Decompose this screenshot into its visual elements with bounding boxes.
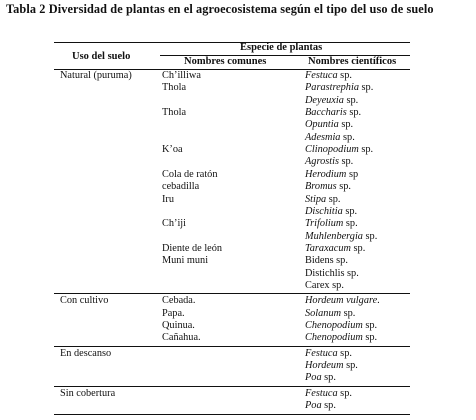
common-name-cell: Cañahua. (162, 332, 201, 344)
scientific-suffix: sp. (337, 70, 352, 81)
scientific-genus: Baccharis (305, 107, 347, 119)
scientific-suffix: sp. (336, 181, 351, 193)
scientific-name-cell (305, 206, 357, 218)
common-name-cell: Diente de león (162, 242, 223, 254)
scientific-genus: Chenopodium (305, 320, 363, 331)
scientific-name-cell (305, 132, 355, 144)
scientific-genus: Parastrephia (305, 82, 359, 94)
common-name-cell: Muni muni (162, 255, 209, 267)
scientific-suffix: sp. (337, 387, 352, 399)
scientific-suffix: sp. (350, 242, 366, 254)
scientific-name-cell (305, 181, 351, 193)
scientific-suffix: sp. (362, 320, 378, 331)
scientific-genus: Solanum (305, 307, 342, 319)
scientific-suffix: sp. (338, 119, 354, 131)
scientific-name-cell (305, 388, 352, 400)
common-name-cell: Thola (162, 82, 187, 94)
table-bottom-rule (54, 414, 410, 415)
scientific-genus: Hordeum vulgare (305, 295, 378, 307)
scientific-genus: Muhlenbergia (305, 230, 363, 242)
common-name-cell: Ch’illiwa (162, 70, 201, 81)
scientific-name-cell (305, 107, 361, 119)
scientific-suffix: Carex sp. (305, 279, 344, 291)
scientific-suffix: sp. (362, 332, 378, 344)
scientific-name-cell (305, 194, 340, 206)
scientific-genus: Agrostis (305, 156, 339, 168)
scientific-genus: Hordeum (305, 360, 344, 372)
scientific-genus: Dischitia (305, 205, 343, 217)
scientific-genus: Taraxacum (305, 242, 351, 254)
scientific-name-cell (305, 280, 344, 292)
scientific-name-cell (305, 231, 377, 243)
scientific-suffix: sp. (340, 131, 355, 143)
scientific-suffix: sp. (321, 400, 336, 412)
scientific-name-cell (305, 295, 380, 307)
scientific-suffix: sp. (337, 347, 352, 359)
scientific-suffix: sp. (358, 82, 374, 94)
scientific-name-cell (305, 119, 353, 131)
common-name-cell: Ch’iji (162, 218, 187, 230)
scientific-name-cell (305, 255, 348, 267)
header-common-names: Nombres comunes (184, 56, 267, 67)
common-name-cell: Papa. (162, 307, 185, 319)
header-species-group: Especie de plantas (240, 42, 323, 53)
scientific-genus: Poa (305, 372, 322, 384)
table-top-rule (54, 42, 410, 43)
scientific-genus: Herodium (305, 168, 347, 180)
common-name-cell: K’oa (162, 144, 183, 156)
scientific-suffix: . (377, 295, 380, 307)
land-use-cell: Natural (puruma) (60, 70, 132, 81)
table-caption: Tabla 2 Diversidad de plantas en el agroecosistema según el tipo del uso de suelo (6, 2, 434, 16)
scientific-suffix: sp. (321, 372, 336, 384)
scientific-suffix: sp (346, 168, 359, 180)
scientific-suffix: sp. (343, 94, 359, 106)
scientific-genus: Trifolium (305, 218, 344, 230)
scientific-genus: Deyeuxia (305, 94, 344, 106)
scientific-name-cell (305, 372, 336, 384)
scientific-name-cell (305, 360, 358, 372)
scientific-name-cell (305, 332, 377, 344)
scientific-name-cell (305, 70, 352, 82)
common-name-cell: Quinua. (162, 320, 195, 331)
scientific-name-cell (305, 243, 365, 255)
scientific-suffix: sp. (338, 156, 354, 168)
common-name-cell: Cola de ratón (162, 168, 218, 180)
scientific-genus: Festuca (305, 70, 338, 81)
scientific-genus: Adesmia (305, 131, 341, 143)
scientific-name-cell (305, 144, 373, 156)
scientific-name-cell (305, 308, 355, 320)
group-separator-rule (54, 293, 410, 294)
scientific-name-cell (305, 218, 358, 230)
scientific-name-cell (305, 169, 358, 181)
scientific-suffix: sp. (343, 218, 358, 230)
common-name-cell: Thola (162, 107, 187, 119)
group-separator-rule (54, 386, 410, 387)
scientific-suffix: sp. (326, 193, 341, 205)
scientific-genus: Bromus (305, 181, 337, 193)
header-land-use: Uso del suelo (72, 51, 131, 62)
scientific-genus: Opuntia (305, 119, 339, 131)
common-name-cell: Cebada. (162, 295, 196, 307)
group-separator-rule (54, 346, 410, 347)
scientific-suffix: sp. (346, 107, 362, 119)
scientific-genus: Clinopodium (305, 144, 359, 156)
scientific-name-cell (305, 268, 359, 280)
scientific-suffix: sp. (343, 360, 358, 372)
scientific-name-cell (305, 348, 352, 360)
scientific-genus: Chenopodium (305, 332, 363, 344)
common-name-cell: Iru (162, 193, 175, 205)
scientific-genus: Festuca (305, 387, 338, 399)
scientific-name-cell (305, 156, 353, 168)
scientific-suffix: sp. (341, 307, 356, 319)
scientific-genus: Festuca (305, 347, 338, 359)
scientific-name-cell (305, 82, 373, 94)
land-use-cell: En descanso (60, 347, 112, 359)
scientific-suffix: sp. (362, 230, 378, 242)
scientific-suffix: sp. (342, 205, 358, 217)
scientific-genus: Poa (305, 400, 322, 412)
land-use-cell: Con cultivo (60, 295, 109, 307)
scientific-suffix: Bidens sp. (305, 255, 348, 267)
scientific-name-cell (305, 320, 377, 332)
scientific-name-cell (305, 400, 336, 412)
scientific-genus: Stipa (305, 193, 327, 205)
common-name-cell: cebadilla (162, 181, 200, 193)
scientific-suffix: sp. (358, 144, 374, 156)
scientific-name-cell (305, 95, 358, 107)
scientific-suffix: Distichlis sp. (305, 267, 359, 279)
header-scientific-names: Nombres científicos (308, 56, 397, 67)
land-use-cell: Sin cobertura (60, 387, 116, 399)
